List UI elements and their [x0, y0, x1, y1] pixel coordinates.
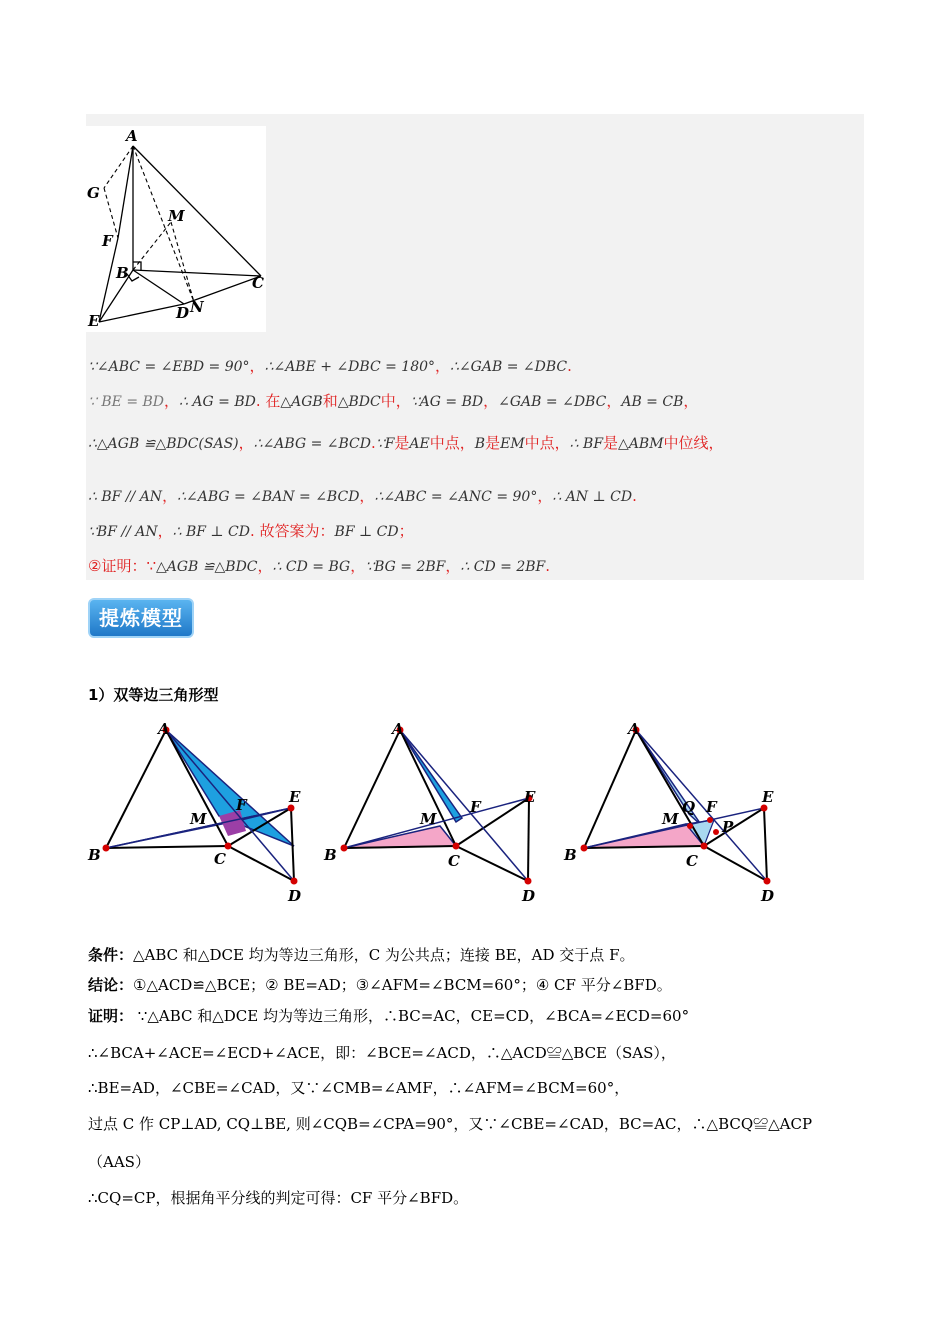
solution-part: ∴∠ABG = ∠BAN = ∠BCD	[177, 489, 360, 505]
solution-part: ，	[537, 487, 553, 505]
svg-text:C: C	[448, 852, 460, 870]
solution-part: ∴ BF // AN	[88, 489, 163, 505]
solution-part: 中点，	[524, 434, 570, 452]
solution-part: 中，	[380, 392, 411, 410]
solution-part: ∵	[146, 557, 156, 575]
svg-text:D: D	[288, 887, 302, 905]
solution-part: AE	[409, 436, 430, 452]
solution-part: ，	[350, 557, 366, 575]
svg-text:E: E	[524, 788, 536, 806]
proof-text: ∵△ABC 和△DCE 均为等边三角形，∴BC=AC，CE=CD，∠BCA=∠ECD=60°	[133, 1007, 690, 1025]
solution-part: ∵AG = BD	[410, 394, 484, 410]
solution-part: ，	[164, 392, 180, 410]
svg-text:P: P	[722, 818, 734, 836]
solution-part: ，	[238, 434, 254, 452]
solution-line-5	[88, 521, 414, 542]
label-A: A	[126, 127, 138, 145]
solution-part: 和	[322, 392, 338, 410]
proof-label: 证明：	[88, 1007, 134, 1025]
svg-text:M: M	[420, 810, 437, 828]
diagram-2	[323, 720, 536, 905]
proof-step-2: ∴BE=AD，∠CBE=∠CAD，又∵∠CMB=∠AMF，∴∠AFM=∠BCM=60°，	[88, 1079, 630, 1097]
svg-text:C: C	[214, 850, 226, 868]
condition-text: △ABC 和△DCE 均为等边三角形，C 为公共点；连接 BE，AD 交于点 F。	[133, 946, 635, 964]
solution-part: ∴ AG = BD	[179, 394, 256, 410]
proof-step-4: （AAS）	[88, 1153, 150, 1171]
solution-part: ，	[249, 357, 265, 375]
condition-label: 条件：	[88, 946, 134, 964]
proof-line	[88, 1005, 689, 1026]
diagram-1	[87, 720, 301, 905]
svg-text:E: E	[289, 788, 301, 806]
solution-line-2	[88, 391, 698, 412]
solution-part: ，	[683, 392, 699, 410]
solution-part: .	[371, 434, 376, 452]
equilateral-diagrams	[86, 718, 806, 908]
solution-part: ∴ CD = BG	[272, 559, 351, 575]
svg-text:A: A	[628, 720, 640, 738]
solution-part: 中位线，	[663, 434, 724, 452]
svg-text:F: F	[470, 798, 481, 816]
solution-part: AB = CB	[621, 394, 684, 410]
svg-text:B: B	[324, 846, 337, 864]
svg-text:F: F	[236, 796, 247, 814]
svg-text:A: A	[158, 720, 170, 738]
solution-part: ，	[359, 487, 375, 505]
svg-text:M: M	[662, 810, 679, 828]
solution-part: ∴ AN ⊥ CD	[552, 489, 633, 505]
solution-part: EM	[500, 436, 525, 452]
svg-text:F: F	[706, 798, 717, 816]
solution-part: .	[545, 557, 551, 575]
solution-part: 是	[394, 434, 410, 452]
svg-text:Q: Q	[682, 798, 696, 816]
solution-part: ②证明：	[88, 557, 147, 575]
solution-part: ，	[483, 392, 499, 410]
section-heading: 1）双等边三角形型	[88, 686, 219, 704]
solution-part: ∵∠ABC = ∠EBD = 90°	[88, 359, 250, 375]
solution-part: BF ⊥ CD	[334, 524, 399, 540]
solution-part: ∵F	[375, 436, 395, 452]
solution-line-6	[88, 556, 550, 577]
solution-part: ，	[606, 392, 622, 410]
solution-part: 中点，	[429, 434, 475, 452]
label-N: N	[190, 298, 204, 316]
solution-part: ，	[435, 357, 451, 375]
label-B: B	[116, 264, 129, 282]
solution-part: ∵BF // AN	[88, 524, 158, 540]
svg-text:A: A	[392, 720, 404, 738]
solution-line-4	[88, 486, 637, 507]
conclusion-line	[88, 974, 672, 995]
solution-part: △AGB ≌△BDC	[156, 559, 258, 575]
solution-part: △ABM	[618, 436, 664, 452]
label-C: C	[252, 274, 264, 292]
solution-part: ∴ CD = 2BF	[460, 559, 546, 575]
solution-part: ∴△AGB ≌△BDC(SAS)	[88, 436, 239, 452]
solution-part: ∴∠ABG = ∠BCD	[253, 436, 371, 452]
svg-text:M: M	[190, 810, 207, 828]
model-badge: 提炼模型	[88, 598, 194, 638]
svg-text:B: B	[88, 846, 101, 864]
proof-step-1: ∴∠BCA+∠ACE=∠ECD+∠ACE，即：∠BCE=∠ACD，∴△ACD≌△BCE（SAS），	[88, 1044, 676, 1062]
svg-text:D: D	[522, 887, 536, 905]
solution-part: ∴∠ABC = ∠ANC = 90°	[374, 489, 538, 505]
solution-part: △BDC	[337, 394, 381, 410]
solution-part: ，	[445, 557, 461, 575]
svg-text:D: D	[761, 887, 775, 905]
solution-line-3	[88, 433, 724, 454]
condition-line	[88, 944, 634, 965]
solution-line-1	[88, 356, 572, 377]
svg-text:B: B	[564, 846, 577, 864]
diagram-3	[563, 720, 774, 905]
solution-part: △AGB	[280, 394, 323, 410]
solution-part: ∵ BE = BD	[88, 394, 165, 410]
label-F: F	[102, 232, 113, 250]
pyramid-figure	[86, 126, 266, 332]
solution-part: . 在	[255, 392, 281, 410]
solution-part: 是	[485, 434, 501, 452]
svg-text:C: C	[686, 852, 698, 870]
proof-step-5: ∴CQ=CP，根据角平分线的判定可得：CF 平分∠BFD。	[88, 1189, 469, 1207]
solution-part: ∵BG = 2BF	[365, 559, 446, 575]
solution-part: ∴∠GAB = ∠DBC	[450, 359, 568, 375]
label-G: G	[87, 184, 100, 202]
solution-part: ，	[162, 487, 178, 505]
proof-step-3: 过点 C 作 CP⊥AD, CQ⊥BE, 则∠CQB=∠CPA=90°，又∵∠CBE=∠CAD，BC=AC，∴△BCQ≌△ACP	[88, 1115, 813, 1133]
solution-part: .	[567, 357, 572, 375]
solution-part: ∴∠ABE + ∠DBC = 180°	[264, 359, 436, 375]
solution-part: ；	[398, 522, 414, 540]
solution-part: ∴ BF	[569, 436, 604, 452]
conclusion-label: 结论：	[88, 976, 134, 994]
solution-part: ∴ BF ⊥ CD	[172, 524, 250, 540]
label-M: M	[168, 207, 185, 225]
solution-part: ，	[157, 522, 173, 540]
solution-part: 是	[603, 434, 619, 452]
label-E: E	[88, 312, 100, 330]
solution-part: .	[632, 487, 637, 505]
conclusion-text: ①△ACD≌△BCE；② BE=AD；③∠AFM=∠BCM=60°；④ CF 平分∠BFD。	[133, 976, 672, 994]
solution-part: ∠GAB = ∠DBC	[498, 394, 607, 410]
solution-part: ，	[257, 557, 273, 575]
label-D: D	[176, 304, 190, 322]
solution-part: . 故答案为：	[250, 522, 335, 540]
svg-text:E: E	[762, 788, 774, 806]
solution-part: B	[474, 436, 486, 452]
